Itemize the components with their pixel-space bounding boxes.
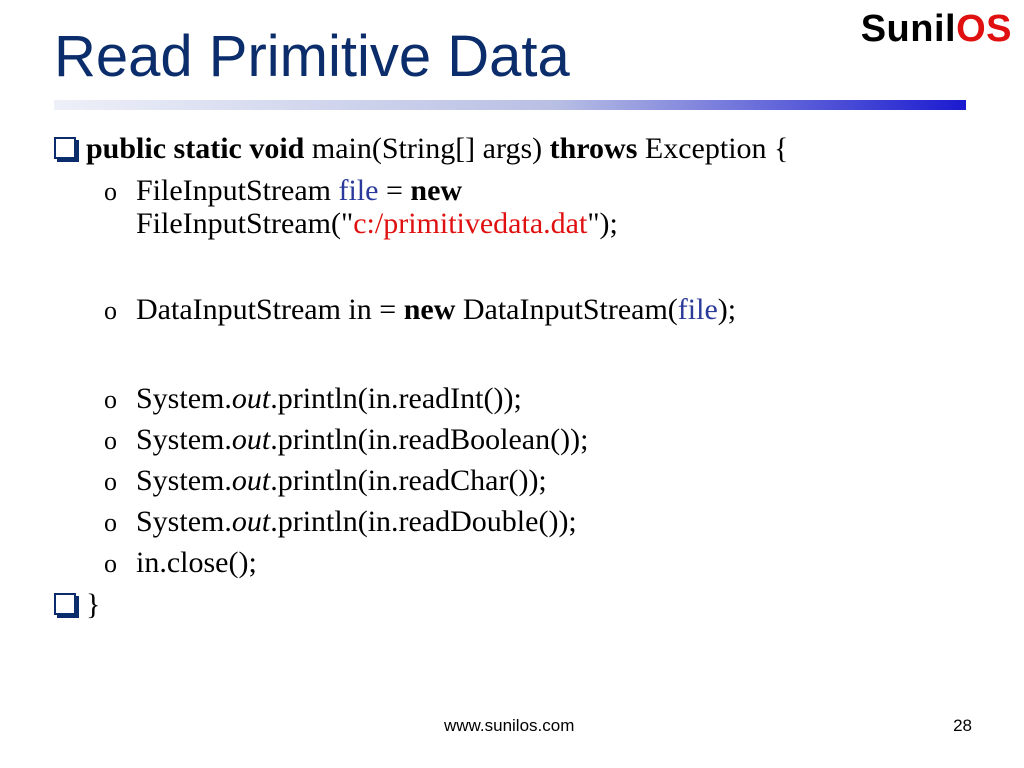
logo-text-accent: OS	[956, 8, 1012, 50]
code-italic: out	[231, 505, 271, 538]
code-text: DataInputStream(	[462, 293, 678, 326]
title-rule-gradient	[54, 100, 966, 110]
code-italic: out	[231, 423, 271, 456]
code-text: .println(in.readDouble());	[270, 505, 577, 538]
list-item-fileinputstream	[104, 174, 618, 240]
list-item-close	[104, 546, 257, 580]
circle-bullet-icon: o	[104, 385, 117, 414]
list-item-readdouble	[104, 505, 577, 539]
code-string: c:/primitivedata.dat	[353, 207, 588, 240]
code-text: ");	[587, 207, 618, 240]
page-number: 28	[953, 716, 972, 735]
code-text: );	[717, 293, 737, 326]
circle-bullet-icon: o	[104, 426, 117, 455]
code-text: .println(in.readBoolean());	[270, 423, 589, 456]
footer-url: www.sunilos.com	[444, 716, 575, 735]
code-text: System.	[136, 423, 232, 456]
bullet-method-signature	[54, 132, 788, 166]
list-item-readchar	[104, 464, 547, 498]
code-text: FileInputStream	[136, 174, 331, 207]
code-variable: file	[338, 174, 379, 207]
exception-text: Exception {	[644, 132, 789, 165]
code-italic: out	[231, 464, 271, 497]
code-text: System.	[136, 505, 232, 538]
closing-brace: }	[86, 588, 101, 621]
code-text: .println(in.readChar());	[270, 464, 547, 497]
code-text: System.	[136, 382, 232, 415]
circle-bullet-icon: o	[104, 177, 117, 206]
logo-text-main: Sunil	[860, 8, 957, 50]
code-italic: out	[231, 382, 271, 415]
circle-bullet-icon: o	[104, 296, 117, 325]
circle-bullet-icon: o	[104, 467, 117, 496]
code-text: in.close();	[136, 546, 257, 579]
page-title: Read Primitive Data	[54, 24, 570, 89]
code-text: =	[385, 174, 403, 207]
circle-bullet-icon: o	[104, 508, 117, 537]
code-keyword: new	[410, 174, 463, 207]
list-item-datainputstream	[104, 293, 736, 327]
title-rule-bar	[54, 100, 966, 110]
code-variable: file	[677, 293, 718, 326]
code-text: .println(in.readInt());	[270, 382, 522, 415]
list-item-readint	[104, 382, 522, 416]
code-text: System.	[136, 464, 232, 497]
title-rule	[54, 100, 966, 110]
circle-bullet-icon: o	[104, 549, 117, 578]
list-item-readboolean	[104, 423, 588, 457]
checkbox-bullet-icon	[54, 593, 76, 615]
code-keyword: new	[403, 293, 456, 326]
logo	[861, 6, 1012, 52]
bullet-closing-brace	[54, 588, 100, 622]
checkbox-bullet-icon	[54, 137, 76, 159]
code-text: FileInputStream("	[136, 207, 354, 240]
method-keywords: public static void	[86, 132, 305, 165]
method-signature: main(String[] args)	[311, 132, 543, 165]
throws-keyword: throws	[549, 132, 638, 165]
code-text: DataInputStream in =	[136, 293, 397, 326]
